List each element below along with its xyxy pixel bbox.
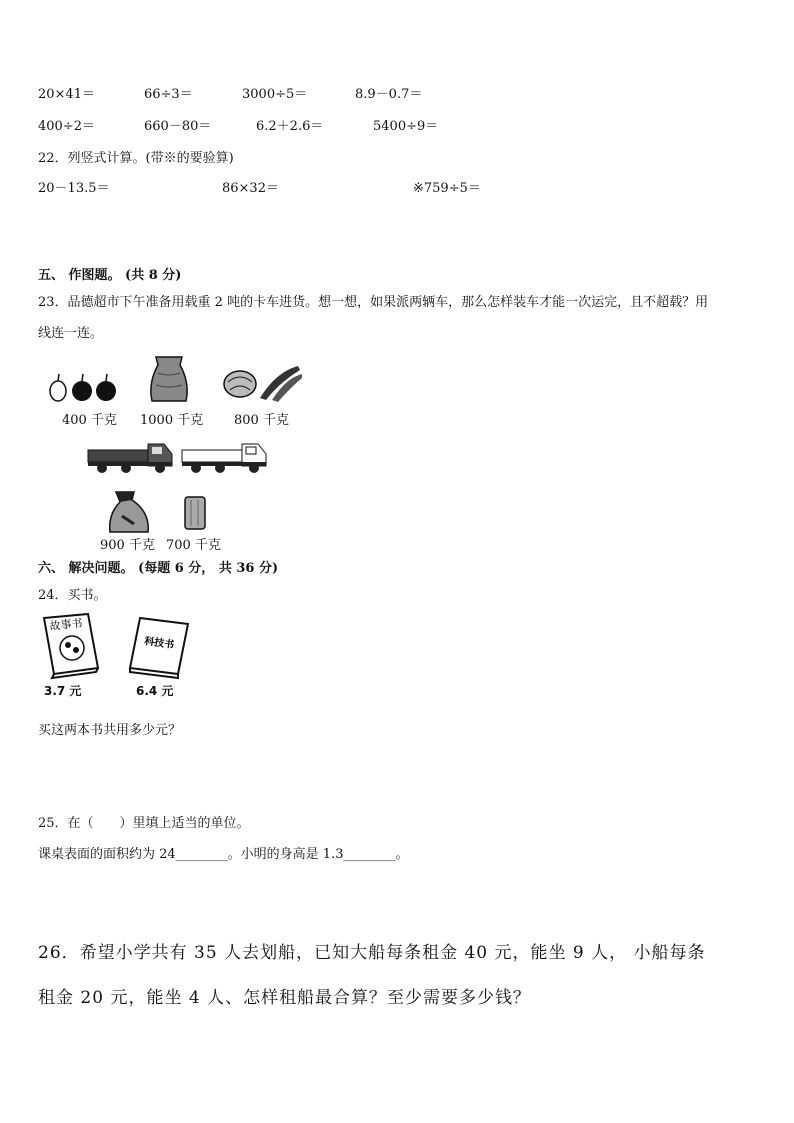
science-book-cover-text: 科技书 xyxy=(143,636,175,652)
science-book-icon xyxy=(126,614,192,680)
story-book-price: 3.7 元 xyxy=(44,684,82,698)
q22-item-3: ※759÷5＝ xyxy=(413,181,481,196)
q23-line1: 23．品德超市下午准备用载重 2 吨的卡车进货。想一想，如果派两辆车，那么怎样装车才能一次运完，且不超载？用 xyxy=(38,295,709,310)
label-fruit-weight: 400 千克 xyxy=(62,413,117,428)
q24-title: 24．买书。 xyxy=(38,588,107,603)
q22-item-2: 86×32＝ xyxy=(222,181,279,196)
can-icon xyxy=(182,494,208,532)
section-5-heading: 五、 作图题。 (共 8 分) xyxy=(38,268,182,283)
calc-20x41: 20×41＝ xyxy=(38,87,95,102)
truck-icon xyxy=(86,440,176,476)
calc-66div3: 66÷3＝ xyxy=(144,87,193,102)
calc-3000div5: 3000÷5＝ xyxy=(242,87,308,102)
vegetables-icon xyxy=(220,362,304,402)
science-book-price: 6.4 元 xyxy=(136,684,174,698)
calc-6.2plus2.6: 6.2＋2.6＝ xyxy=(256,119,324,134)
label-sack-weight: 1000 千克 xyxy=(140,413,204,428)
calc-660minus80: 660－80＝ xyxy=(144,119,212,134)
calc-400div2: 400÷2＝ xyxy=(38,119,95,134)
calc-5400div9: 5400÷9＝ xyxy=(373,119,439,134)
q26-line2: 租金 20 元，能坐 4 人、怎样租船最合算？至少需要多少钱？ xyxy=(38,988,532,1008)
label-vegetables-weight: 800 千克 xyxy=(234,413,289,428)
story-book-icon xyxy=(38,612,102,680)
q23-line2: 线连一连。 xyxy=(38,326,104,341)
fruit-icon xyxy=(46,370,120,404)
truck-icon xyxy=(180,440,270,476)
story-book-cover-text: 故事书 xyxy=(48,616,84,633)
bag-icon xyxy=(106,490,154,534)
q26-line1: 26．希望小学共有 35 人去划船，已知大船每条租金 40 元，能坐 9 人， 小船每条 xyxy=(38,943,706,963)
sack-icon xyxy=(146,353,192,405)
section-6-heading: 六、 解决问题。 (每题 6 分， 共 36 分) xyxy=(38,561,279,576)
label-bag-weight: 900 千克 xyxy=(100,538,155,553)
q25-line: 课桌表面的面积约为 24________。小明的身高是 1.3________。 xyxy=(38,847,409,862)
q22-item-1: 20－13.5＝ xyxy=(38,181,110,196)
calc-8.9minus0.7: 8.9－0.7＝ xyxy=(355,87,423,102)
label-can-weight: 700 千克 xyxy=(166,538,221,553)
q22-title: 22．列竖式计算。(带※的要验算) xyxy=(38,151,234,166)
q24-question: 买这两本书共用多少元？ xyxy=(38,723,182,738)
q25-title: 25．在（ ）里填上适当的单位。 xyxy=(38,816,250,831)
